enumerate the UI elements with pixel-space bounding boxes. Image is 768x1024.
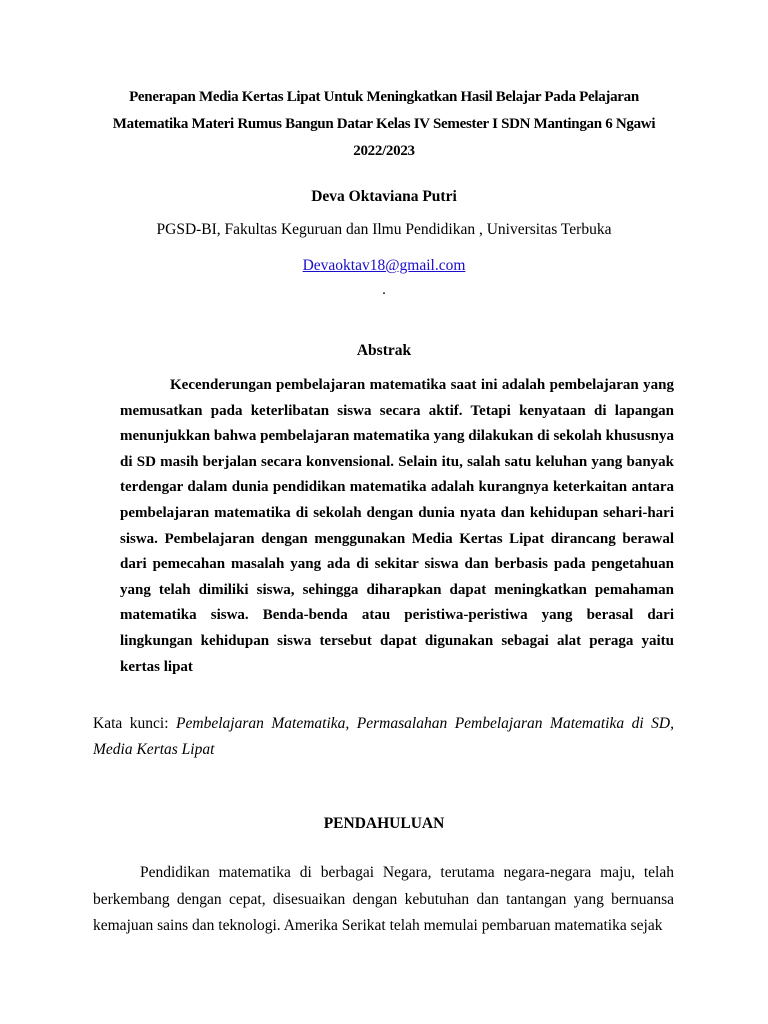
- keywords-label: Kata kunci:: [93, 715, 177, 732]
- paper-title-line-1: Penerapan Media Kertas Lipat Untuk Meningkatkan Hasil Belajar Pada Pelajaran: [129, 89, 639, 105]
- author-email: [0, 257, 768, 275]
- abstract-heading: Abstrak: [356, 342, 412, 359]
- keywords: [93, 711, 674, 763]
- keywords-terms: Pembelajaran Matematika, Permasalahan Pembelajaran Matematika di SD, Media Kertas Lipat: [93, 715, 674, 758]
- author-affiliation: PGSD-BI, Fakultas Keguruan dan Ilmu Pendidikan , Universitas Terbuka: [156, 221, 612, 238]
- abstract-text: Kecenderungan pembelajaran matematika saat ini adalah pembelajaran yang memusatkan pada keterlibatan siswa secara aktif. Tetapi kenyataan di lapangan menunjukkan bahwa pembelajaran matematika yang dilakukan di sekolah khususnya di SD masih berjalan secara konvensional. Selain itu, salah satu keluhan yang banyak terdengar dalam dunia pendidikan matematika adalah kurangnya keterkaitan antara pembelajaran matematika di sekolah dengan dunia nyata dan kehidupan sehari-hari siswa. Pembelajaran dengan menggunakan Media Kertas Lipat dirancang berawal dari pemecahan masalah yang ada di sekitar siswa dan berbasis pada pengetahuan yang telah dimiliki siswa, sehingga diharapkan dapat meningkatkan pemahaman matematika siswa. Benda-benda atau peristiwa-peristiwa yang berasal dari lingkungan kehidupan siswa tersebut dapat digunakan sebagai alat peraga yaitu kertas lipat: [120, 377, 674, 675]
- author-name: Deva Oktaviana Putri: [311, 188, 457, 205]
- paper-title-line-3: 2022/2023: [353, 143, 415, 159]
- email-link[interactable]: Devaoktav18@gmail.com: [302, 257, 466, 274]
- paper-title: [90, 84, 678, 165]
- introduction-text: Pendidikan matematika di berbagai Negara, terutama negara-negara maju, telah berkembang dengan cepat, disesuaikan dengan kebutuhan dan tantangan yang bernuansa kemajuan sains dan teknologi. Amerika Serikat telah memulai pembaruan matematika sejak: [93, 864, 674, 934]
- section-heading-introduction: PENDAHULUAN: [323, 815, 445, 832]
- paper-title-line-2: Matematika Materi Rumus Bangun Datar Kelas IV Semester I SDN Mantingan 6 Ngawi: [112, 116, 656, 132]
- separator-dot: .: [382, 282, 386, 298]
